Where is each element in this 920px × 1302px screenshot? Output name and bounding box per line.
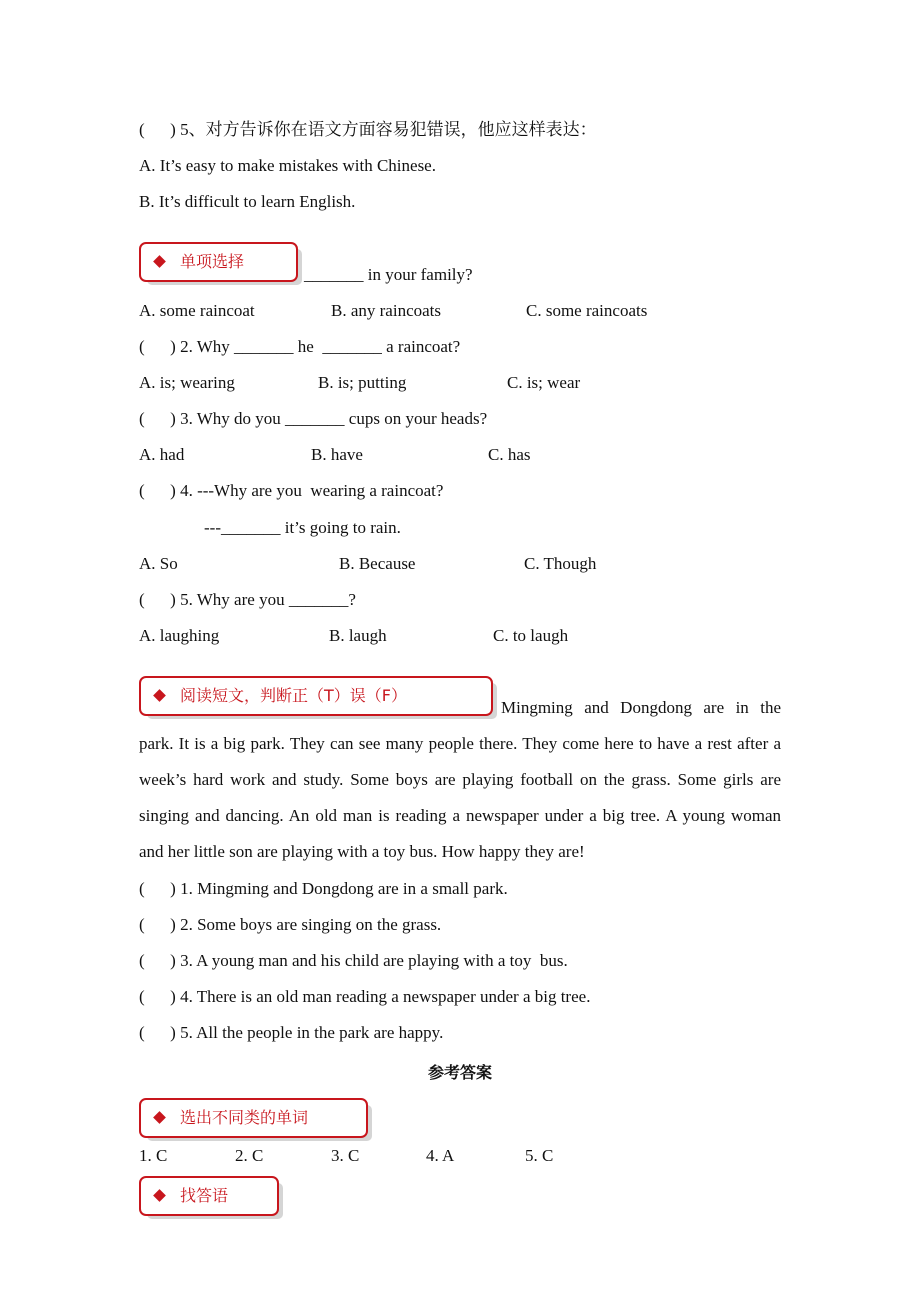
diamond-icon	[153, 1189, 166, 1202]
question-5: ( ) 5、对方告诉你在语文方面容易犯错误，他应这样表达：	[139, 120, 597, 139]
option: B. have	[311, 445, 363, 464]
question: ( ) 5. Why are you _______?	[139, 590, 356, 609]
section-header-single-choice	[139, 242, 298, 282]
option: C. is; wear	[507, 373, 581, 392]
tf-item: ( ) 5. All the people in the park are happy.	[139, 1023, 444, 1042]
option-b: B. It’s difficult to learn English.	[139, 192, 356, 211]
option: C. some raincoats	[526, 301, 648, 320]
option: B. is; putting	[318, 373, 407, 392]
option-a: A. It’s easy to make mistakes with Chinese.	[139, 156, 436, 175]
diamond-icon	[153, 689, 166, 702]
tf-item: ( ) 3. A young man and his child are playing with a toy bus.	[139, 951, 568, 970]
section-header-reading	[139, 676, 493, 716]
section-header-find-response	[139, 1176, 279, 1216]
section-title: 找答语	[180, 1186, 229, 1205]
option: A. some raincoat	[139, 301, 255, 320]
option: B. laugh	[329, 626, 387, 645]
section-title: 单项选择	[180, 252, 245, 271]
question: ( ) 3. Why do you _______ cups on your heads?	[139, 409, 488, 428]
answer: 1. C	[139, 1146, 168, 1165]
diamond-icon	[153, 1111, 166, 1124]
option: B. any raincoats	[331, 301, 441, 320]
option: C. to laugh	[493, 626, 569, 645]
question: ( ) 4. ---Why are you wearing a raincoat?	[139, 481, 444, 500]
question: ( ) 2. Why _______ he _______ a raincoat?	[139, 337, 461, 356]
section-header-odd-one-out	[139, 1098, 368, 1138]
tf-item: ( ) 1. Mingming and Dongdong are in a small park.	[139, 879, 508, 898]
tf-item: ( ) 4. There is an old man reading a newspaper under a big tree.	[139, 987, 591, 1006]
answer: 2. C	[235, 1146, 264, 1165]
section-title: 阅读短文，判断正（T）误（F）	[180, 686, 407, 705]
option: B. Because	[339, 554, 416, 573]
answer: 4. A	[426, 1146, 455, 1165]
option: A. So	[139, 554, 178, 573]
option: C. has	[488, 445, 531, 464]
tf-item: ( ) 2. Some boys are singing on the grass.	[139, 915, 442, 934]
option: A. had	[139, 445, 185, 464]
option: A. laughing	[139, 626, 220, 645]
diamond-icon	[153, 255, 166, 268]
answer: 5. C	[525, 1146, 554, 1165]
question-response: ---_______ it’s going to rain.	[204, 518, 401, 537]
option: C. Though	[524, 554, 597, 573]
section-title: 选出不同类的单词	[180, 1108, 309, 1127]
option: A. is; wearing	[139, 373, 235, 392]
answer: 3. C	[331, 1146, 360, 1165]
question-1: _______ in your family?	[304, 265, 473, 284]
answer-heading: 参考答案	[427, 1063, 492, 1082]
reading-passage: Mingming and Dongdong are in the park. It is a big park. They can see many people there. They come here to have a rest after a week’s hard work and study. Some boys are playing football on the grass. Some girls are singing and dancing. An old man is reading a newspaper under a big tree. A young woman and her little son are playing with a toy bus. How happy they are!	[139, 698, 781, 861]
